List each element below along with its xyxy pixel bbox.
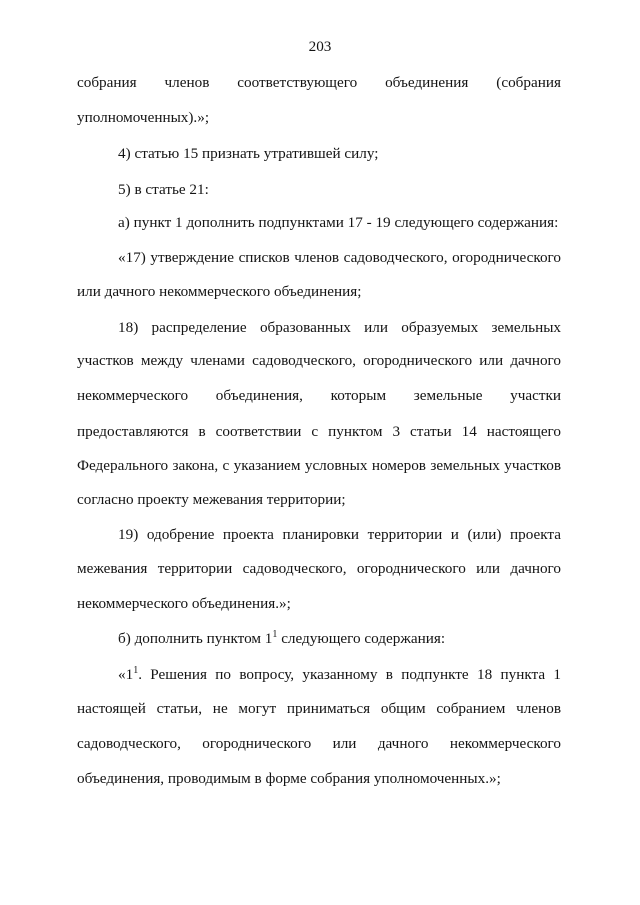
text-line: 19) одобрение проекта планировки территории и (или) проекта xyxy=(118,526,561,543)
text-line: 5) в статье 21: xyxy=(118,181,209,198)
text-line: уполномоченных).»; xyxy=(77,109,210,126)
text-fragment: «1 xyxy=(118,666,134,683)
text-line: собрания членов соответствующего объединения (собрания xyxy=(77,74,561,91)
text-line: объединения, проводимым в форме собрания уполномоченных.»; xyxy=(77,770,501,787)
page-number: 203 xyxy=(308,38,332,55)
text-line: садоводческого, огороднического или дачного некоммерческого xyxy=(77,735,561,752)
text-line: настоящей статьи, не могут приниматься общим собранием членов xyxy=(77,700,561,717)
text-line: участков между членами садоводческого, огороднического или дачного xyxy=(77,352,561,369)
text-line: или дачного некоммерческого объединения; xyxy=(77,283,362,300)
text-fragment: . Решения по вопросу, указанному в подпункте 18 пункта 1 xyxy=(138,666,561,683)
text-line: согласно проекту межевания территории; xyxy=(77,491,346,508)
text-line: «17) утверждение списков членов садоводческого, огороднического xyxy=(118,249,561,266)
text-line: Федерального закона, с указанием условных номеров земельных участков xyxy=(77,457,561,474)
text-line: некоммерческого объединения.»; xyxy=(77,595,291,612)
superscript: 1 xyxy=(272,629,278,640)
text-line: межевания территории садоводческого, огороднического или дачного xyxy=(77,560,561,577)
text-line: некоммерческого объединения, которым земельные участки xyxy=(77,387,561,404)
text-fragment: б) дополнить пунктом 1 xyxy=(118,630,273,647)
text-line: 18) распределение образованных или образуемых земельных xyxy=(118,319,561,336)
superscript: 1 xyxy=(133,665,139,676)
text-line xyxy=(118,666,561,684)
text-line: а) пункт 1 дополнить подпунктами 17 - 19 следующего содержания: xyxy=(118,214,559,231)
text-line: 4) статью 15 признать утратившей силу; xyxy=(118,145,379,162)
text-line: предоставляются в соответствии с пунктом 3 статьи 14 настоящего xyxy=(77,423,561,440)
text-line xyxy=(118,630,561,648)
text-fragment: следующего содержания: xyxy=(277,630,446,647)
